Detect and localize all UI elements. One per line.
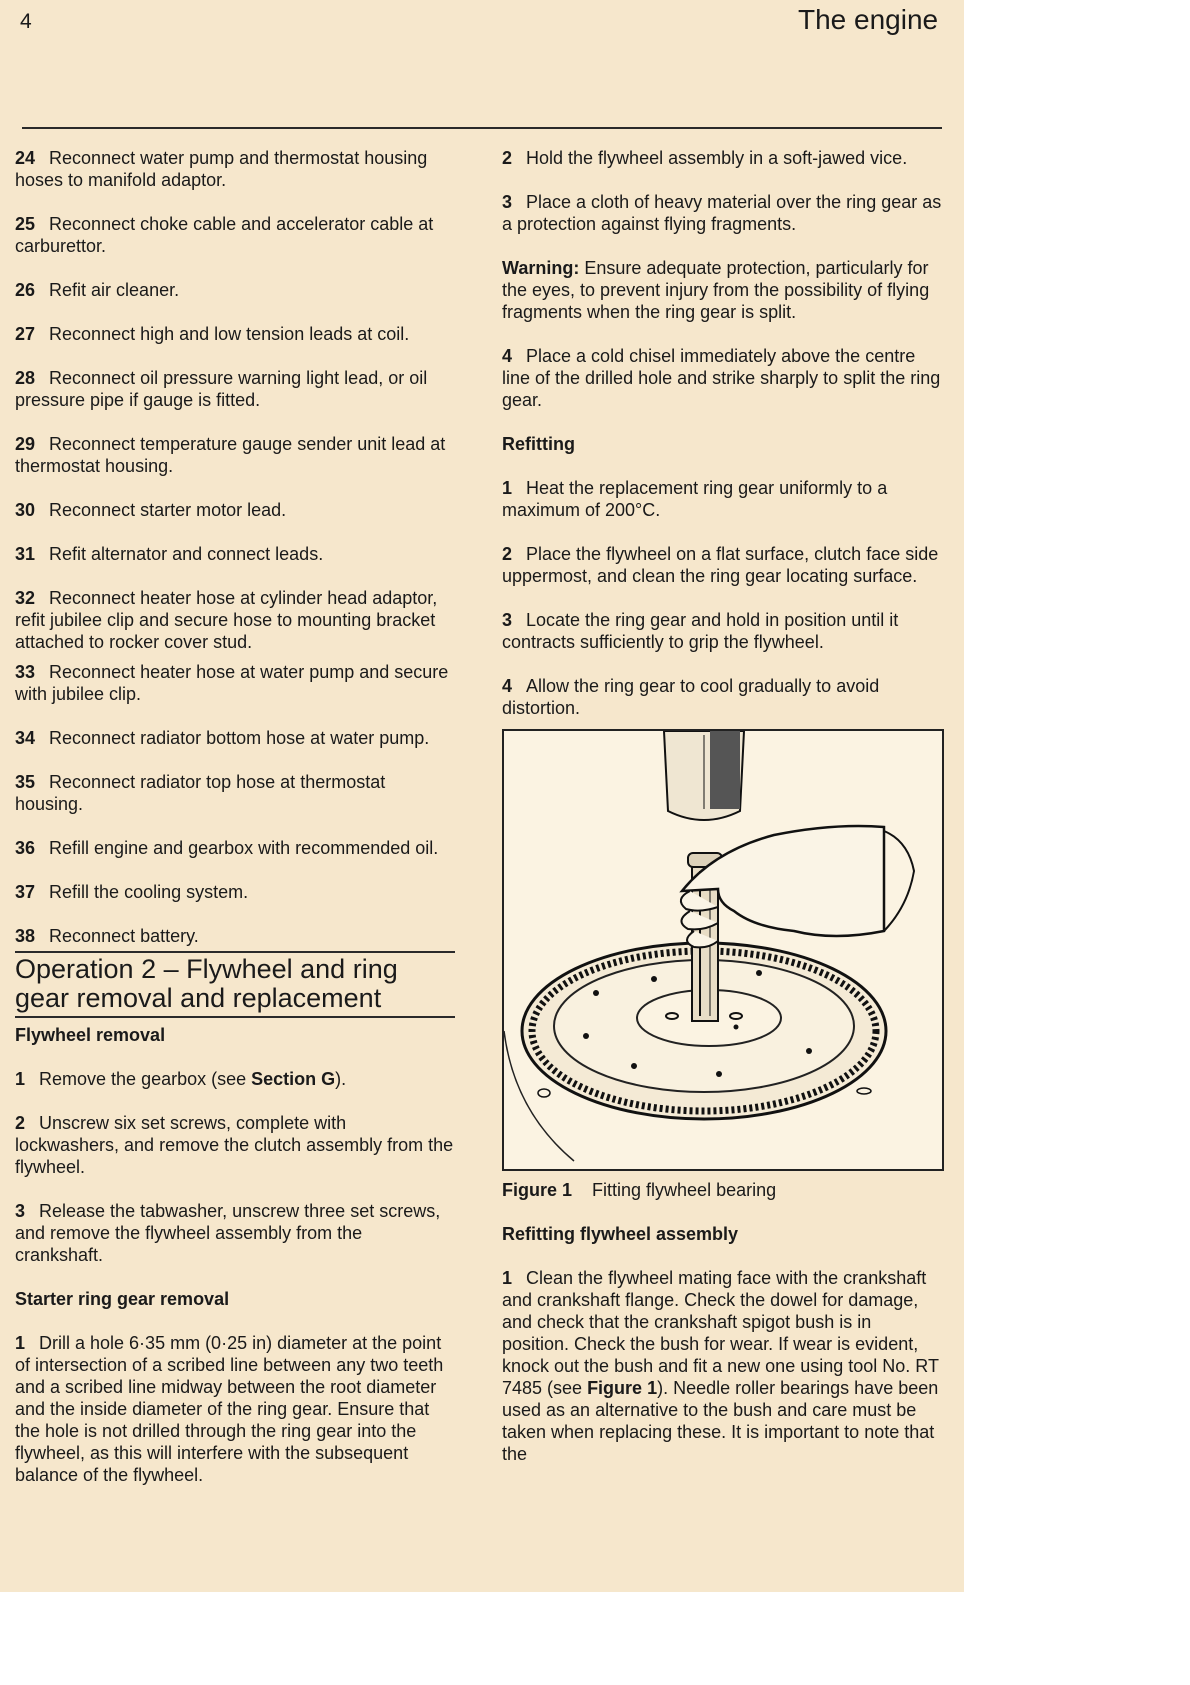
- step-37: 37 Refill the cooling system.: [15, 882, 249, 902]
- flywheel-removal-step-1: 1 Remove the gearbox (see Section G).: [15, 1069, 347, 1089]
- operation-title: Operation 2 – Flywheel and ring gear removal and replacement: [15, 954, 398, 1013]
- bolt-hole: [583, 1033, 589, 1039]
- bolt-hole: [806, 1048, 812, 1054]
- bolt-hole: [756, 970, 762, 976]
- flywheel-removal-step-3: 3 Release the tabwasher, unscrew three set screws, and remove the flywheel assembly from the crankshaft.: [15, 1201, 441, 1265]
- ring-gear-removal-step-4: 4 Place a cold chisel immediately above the centre line of the drilled hole and strike sharply to split the ring gear.: [502, 346, 941, 410]
- refitting-step-3: 3 Locate the ring gear and hold in position until it contracts sufficiently to grip the flywheel.: [502, 610, 899, 652]
- ring-gear-removal-step-2: 2 Hold the flywheel assembly in a soft-jawed vice.: [502, 148, 908, 168]
- refitting-step-2: 2 Place the flywheel on a flat surface, clutch face side uppermost, and clean the ring gear locating surface.: [502, 544, 939, 586]
- refitting-step-4: 4 Allow the ring gear to cool gradually to avoid distortion.: [502, 676, 880, 718]
- step-38: 38 Reconnect battery.: [15, 926, 199, 946]
- bolt-hole: [593, 990, 599, 996]
- step-34: 34 Reconnect radiator bottom hose at water pump.: [15, 728, 430, 748]
- step-36: 36 Refill engine and gearbox with recommended oil.: [15, 838, 439, 858]
- refitting-step-1: 1 Heat the replacement ring gear uniformly to a maximum of 200°C.: [502, 478, 888, 520]
- page-title: The engine: [798, 4, 939, 35]
- step-28: 28 Reconnect oil pressure warning light lead, or oil pressure pipe if gauge is fitted.: [15, 368, 428, 410]
- step-33: 33 Reconnect heater hose at water pump and secure with jubilee clip.: [15, 662, 449, 704]
- left-column: [15, 147, 455, 1486]
- refitting-flywheel-heading: Refitting flywheel assembly: [502, 1224, 739, 1244]
- page-number: 4: [20, 10, 32, 33]
- flywheel-removal-heading: Flywheel removal: [15, 1025, 166, 1045]
- step-25: 25 Reconnect choke cable and accelerator cable at carburettor.: [15, 214, 434, 256]
- ring-gear-removal-step-1: 1 Drill a hole 6·35 mm (0·25 in) diameter at the point of intersection of a scribed line between any two teeth and a scribed line midway between the root diameter and the inside diameter of the ring gear. Ensure that the hole is not drilled through the ring gear into the flywheel, as this will interfere with the subsequent balance of the flywheel.: [15, 1333, 444, 1485]
- bolt-hole: [716, 1071, 722, 1077]
- flywheel-removal-step-2: 2 Unscrew six set screws, complete with lockwashers, and remove the clutch assembly from the flywheel.: [15, 1113, 454, 1177]
- ring-gear-removal-step-3: 3 Place a cloth of heavy material over the ring gear as a protection against flying fragments.: [502, 192, 942, 234]
- step-26: 26 Refit air cleaner.: [15, 280, 180, 300]
- bolt-hole: [734, 1025, 739, 1030]
- step-27: 27 Reconnect high and low tension leads at coil.: [15, 324, 410, 344]
- step-31: 31 Refit alternator and connect leads.: [15, 544, 324, 564]
- flywheel-drawing: [504, 731, 942, 1169]
- ring-gear-removal-heading: Starter ring gear removal: [15, 1289, 230, 1309]
- warning-note: Warning: Ensure adequate protection, particularly for the eyes, to prevent injury from the possibility of flying fragments when the ring gear is split.: [502, 258, 930, 322]
- refitting-flywheel-step-1: 1 Clean the flywheel mating face with the crankshaft and crankshaft flange. Check the dowel for damage, and check that the crankshaft spigot bush is in position. Check the bush for wear. If wear is evident, knock out the bush and fit a new one using tool No. RT 7485 (see Figure 1). Needle roller bearings have been used as an alternative to the bush and care must be taken when replacing these. It is important to note that the: [502, 1268, 939, 1464]
- figure-1-illustration: [502, 729, 944, 1171]
- step-35: 35 Reconnect radiator top hose at thermostat housing.: [15, 772, 386, 814]
- header-rule: [22, 127, 942, 129]
- step-29: 29 Reconnect temperature gauge sender unit lead at thermostat housing.: [15, 434, 446, 476]
- step-32: 32 Reconnect heater hose at cylinder head adaptor, refit jubilee clip and secure hose to mounting bracket attached to rocker cover stud.: [15, 588, 438, 652]
- operation-heading-box: [15, 951, 455, 1018]
- refitting-heading: Refitting: [502, 434, 575, 454]
- right-column: [502, 147, 942, 1465]
- bolt-hole: [631, 1063, 637, 1069]
- bolt-hole: [651, 976, 657, 982]
- figure-1-caption: Figure 1 Fitting flywheel bearing: [502, 1180, 777, 1200]
- step-30: 30 Reconnect starter motor lead.: [15, 500, 287, 520]
- step-24: 24 Reconnect water pump and thermostat housing hoses to manifold adaptor.: [15, 148, 428, 190]
